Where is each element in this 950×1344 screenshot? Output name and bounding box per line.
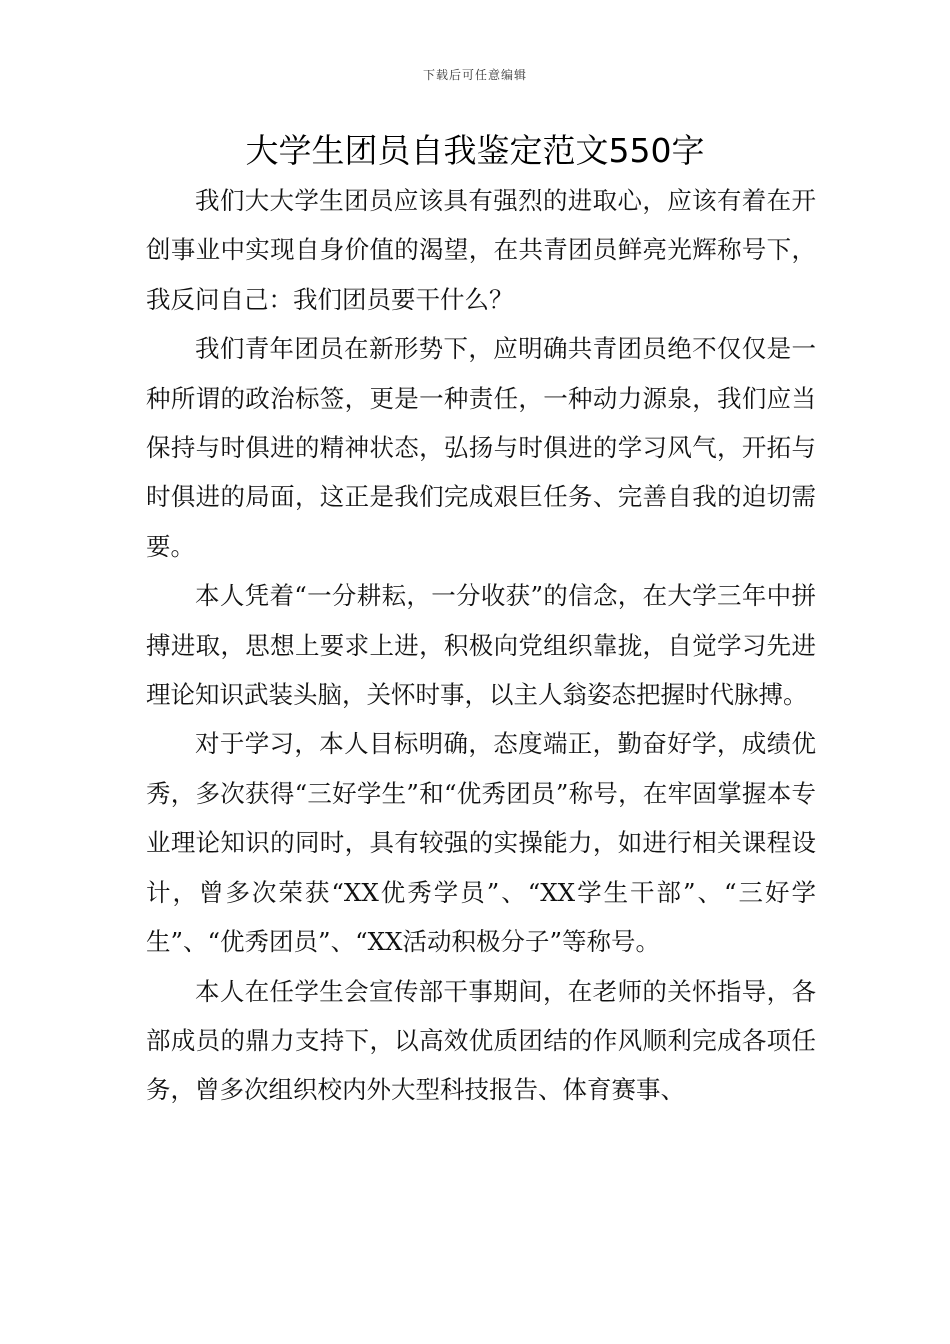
document-body xyxy=(146,176,816,1115)
paragraph: 我们大大学生团员应该具有强烈的进取心，应该有着在开创事业中实现自身价值的渴望，在共青团员鲜亮光辉称号下，我反问自己：我们团员要干什么？ xyxy=(146,186,816,314)
paragraph: 对于学习，本人目标明确，态度端正，勤奋好学，成绩优秀，多次获得“三好学生”和“优秀团员”称号，在牢固掌握本专业理论知识的同时，具有较强的实操能力，如进行相关课程设计，曾多次荣获“XX优秀学员”、“XX学生干部”、“三好学生”、“优秀团员”、“XX活动积极分子”等称号。 xyxy=(146,729,816,957)
header-note: 下载后可任意编辑 xyxy=(422,68,527,82)
paragraph: 我们青年团员在新形势下，应明确共青团员绝不仅仅是一种所谓的政治标签，更是一种责任，一种动力源泉，我们应当保持与时俱进的精神状态，弘扬与时俱进的学习风气，开拓与时俱进的局面，这正是我们完成艰巨任务、完善自我的迫切需要。 xyxy=(146,334,816,561)
paragraph: 本人凭着“一分耕耘，一分收获”的信念，在大学三年中拼搏进取，思想上要求上进，积极向党组织靠拢，自觉学习先进理论知识武装头脑，关怀时事，以主人翁姿态把握时代脉搏。 xyxy=(146,581,816,710)
paragraph: 本人在任学生会宣传部干事期间，在老师的关怀指导，各部成员的鼎力支持下，以高效优质团结的作风顺利完成各项任务，曾多次组织校内外大型科技报告、体育赛事、 xyxy=(146,976,816,1105)
document-title: 大学生团员自我鉴定范文550字 xyxy=(245,131,705,170)
